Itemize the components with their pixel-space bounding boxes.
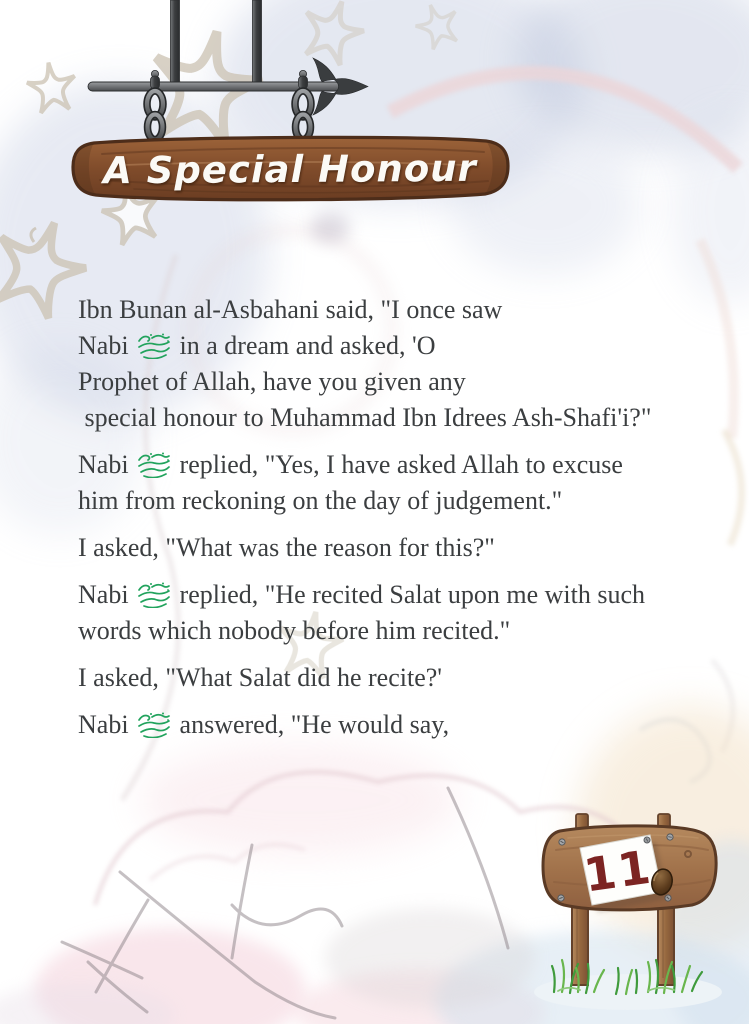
sallallahu-alayhi-wasallam-icon	[136, 711, 172, 738]
text-line: him from reckoning on the day of judgement."	[78, 486, 563, 515]
text-line: I asked, "What was the reason for this?"	[78, 533, 495, 562]
chapter-title: A Special Honour	[103, 146, 477, 192]
sallallahu-alayhi-wasallam-icon	[136, 332, 172, 359]
paragraph	[78, 447, 738, 519]
text-line: Prophet of Allah, have you given any	[78, 367, 466, 396]
paragraph	[78, 660, 738, 696]
text-line: Nabi answered, "He would say,	[78, 710, 450, 739]
paragraph	[78, 707, 738, 743]
text-line: Nabi replied, "Yes, I have asked Allah to excuse	[78, 450, 623, 479]
text-line: words which nobody before him recited."	[78, 616, 511, 645]
text-line: I asked, "What Salat did he recite?'	[78, 663, 442, 692]
story-text	[78, 292, 738, 754]
text-line: Nabi replied, "He recited Salat upon me with such	[78, 580, 646, 609]
sallallahu-alayhi-wasallam-icon	[136, 581, 172, 608]
sallallahu-alayhi-wasallam-icon	[136, 451, 172, 478]
text-line: special honour to Muhammad Ibn Idrees Ash-Shafi'i?"	[78, 403, 652, 432]
page-number: 11	[580, 839, 656, 903]
paragraph	[78, 577, 738, 649]
paragraph	[78, 292, 738, 436]
text-line: Nabi in a dream and asked, 'O	[78, 331, 436, 360]
text-line: Ibn Bunan al-Asbahani said, "I once saw	[78, 295, 503, 324]
bracket-posts	[171, 0, 262, 84]
paragraph	[78, 530, 738, 566]
